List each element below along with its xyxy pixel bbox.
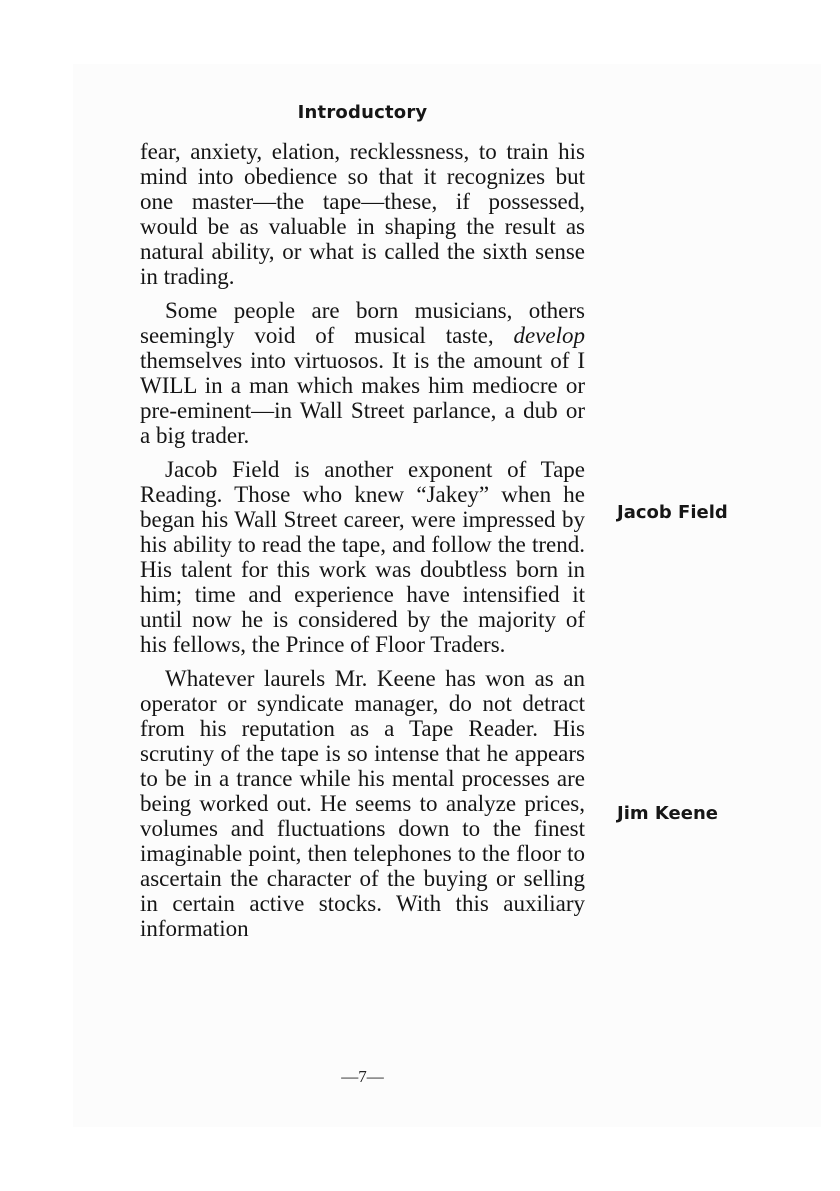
paragraph-musicians-start: Some people are born musicians, others seemingly void of musical taste,	[140, 298, 585, 348]
paragraph-musicians-end: themselves into virtuosos. It is the amount of I WILL in a man which makes him mediocre or pre-eminent—in Wall Street parlance, a dub or a big trader.	[140, 348, 585, 448]
paragraph-musicians	[140, 298, 585, 448]
page-number: —7—	[341, 1067, 384, 1086]
body-text	[140, 139, 585, 950]
paragraph-fear: fear, anxiety, elation, recklessness, to train his mind into obedience so that it recognizes but one master—the tape—these, if possessed, would be as valuable in shaping the result as natural ability, or what is called the sixth sense in trading.	[140, 139, 585, 289]
running-head: Introductory	[297, 102, 428, 123]
emphasis-develop: develop	[513, 323, 585, 348]
paragraph-keene: Whatever laurels Mr. Keene has won as an operator or syndicate manager, do not detract from his reputation as a Tape Reader. His scrutiny of the tape is so intense that he appears to be in a trance while his mental processes are being worked out. He seems to analyze prices, volumes and fluctuations down to the finest imaginable point, then telephones to the floor to ascertain the character of the buying or selling in certain active stocks. With this auxiliary information	[140, 666, 585, 941]
margin-note-jacob-field: Jacob Field	[617, 502, 728, 523]
paragraph-jacob-field: Jacob Field is another exponent of Tape Reading. Those who knew “Jakey” when he began his Wall Street career, were impressed by his ability to read the tape, and follow the trend. His talent for this work was doubtless born in him; time and experience have intensified it until now he is considered by the majority of his fellows, the Prince of Floor Traders.	[140, 457, 585, 657]
margin-note-jim-keene: Jim Keene	[617, 803, 718, 824]
